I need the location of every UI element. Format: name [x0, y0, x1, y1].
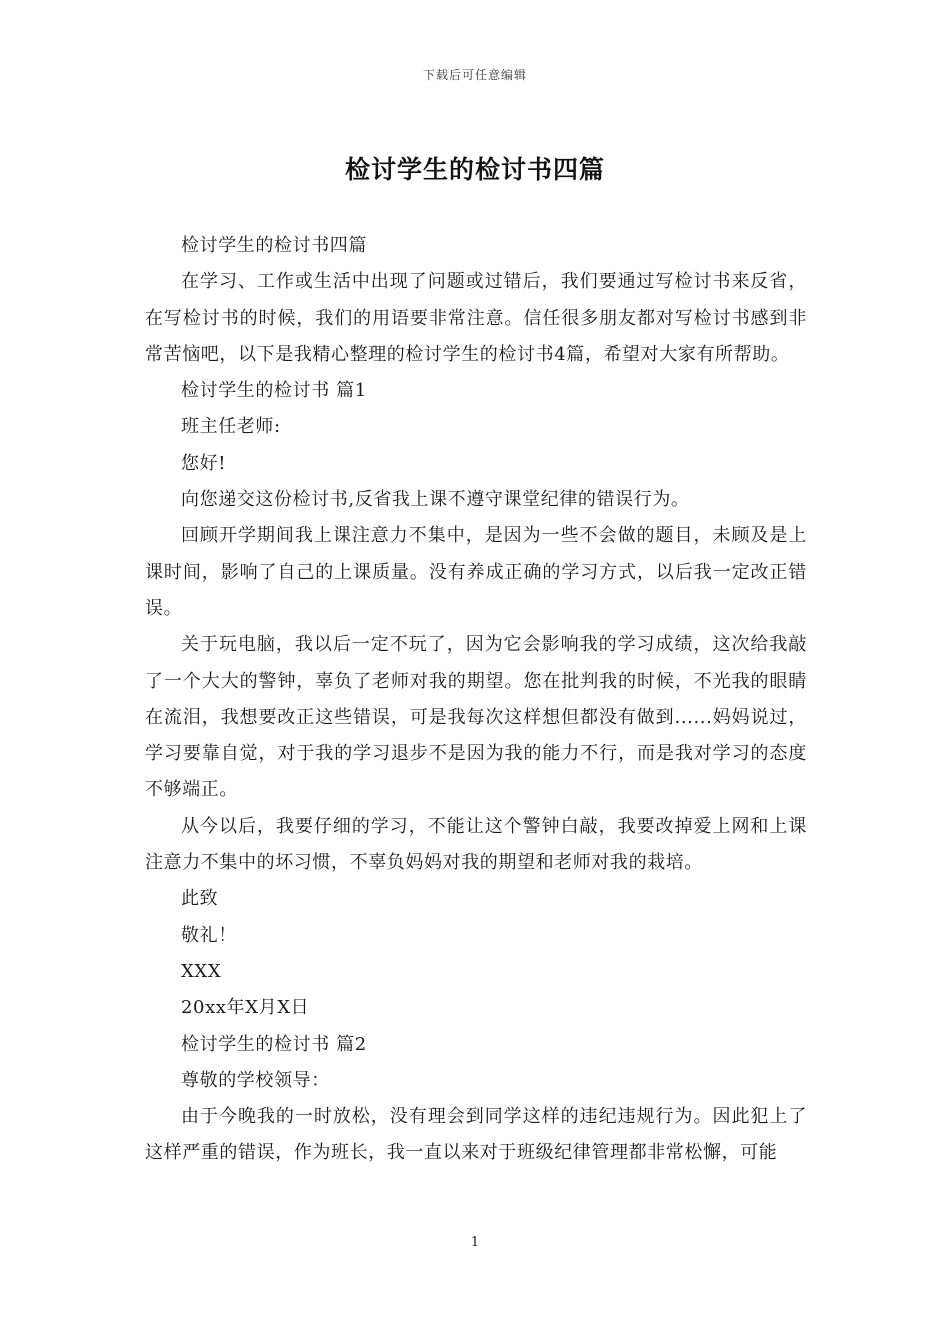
section-heading-1: 检讨学生的检讨书 篇1 [181, 380, 367, 402]
greeting-1: 您好! [181, 452, 227, 474]
paragraph-body: 回顾开学期间我上课注意力不集中，是因为一些不会做的题目，未顾及是上课时间，影响了自己的上课质量。没有养成正确的学习方式，以后我一定改正错误。 [145, 525, 807, 619]
document-title: 检讨学生的检讨书四篇 [344, 155, 605, 184]
paragraph-body: 从今以后，我要仔细的学习，不能让这个警钟白敲，我要改掉爱上网和上课注意力不集中的坏习惯，不辜负妈妈对我的期望和老师对我的栽培。 [145, 815, 807, 874]
paragraph-intro: 在学习、工作或生活中出现了问题或过错后，我们要通过写检讨书来反省，在写检讨书的时候，我们的用语要非常注意。信任很多朋友都对写检讨书感到非常苦恼吧，以下是我精心整理的检讨学生的检讨书4篇，希望对大家有所帮助。 [145, 271, 807, 365]
page-header-note: 下载后可任意编辑 [422, 68, 527, 82]
paragraph-subtitle: 检讨学生的检讨书四篇 [181, 235, 367, 256]
page-number: 1 [470, 1235, 480, 1250]
closing-salute: 敬礼！ [181, 924, 237, 946]
document-body [145, 228, 807, 1172]
section-heading-2: 检讨学生的检讨书 篇2 [181, 1033, 367, 1055]
salutation-1: 班主任老师: [181, 416, 281, 438]
signature: XXX [181, 960, 222, 982]
closing-line: 此致 [181, 888, 219, 910]
date-line: 20xx年X月X日 [181, 997, 310, 1019]
salutation-2: 尊敬的学校领导： [181, 1069, 330, 1091]
paragraph-body: 向您递交这份检讨书,反省我上课不遵守课堂纪律的错误行为。 [181, 489, 690, 511]
paragraph-body: 关于玩电脑，我以后一定不玩了，因为它会影响我的学习成绩，这次给我敲了一个大大的警钟，辜负了老师对我的期望。您在批判我的时候，不光我的眼睛在流泪，我想要改正这些错误，可是我每次这样想但都没有做到......妈妈说过，学习要靠自觉，对于我的学习退步不是因为我的能力不行，而是我对学习的态度不够端正。 [145, 634, 807, 801]
paragraph-body: 由于今晚我的一时放松，没有理会到同学这样的违纪违规行为。因此犯上了这样严重的错误，作为班长，我一直以来对于班级纪律管理都非常松懈，可能 [145, 1106, 807, 1164]
